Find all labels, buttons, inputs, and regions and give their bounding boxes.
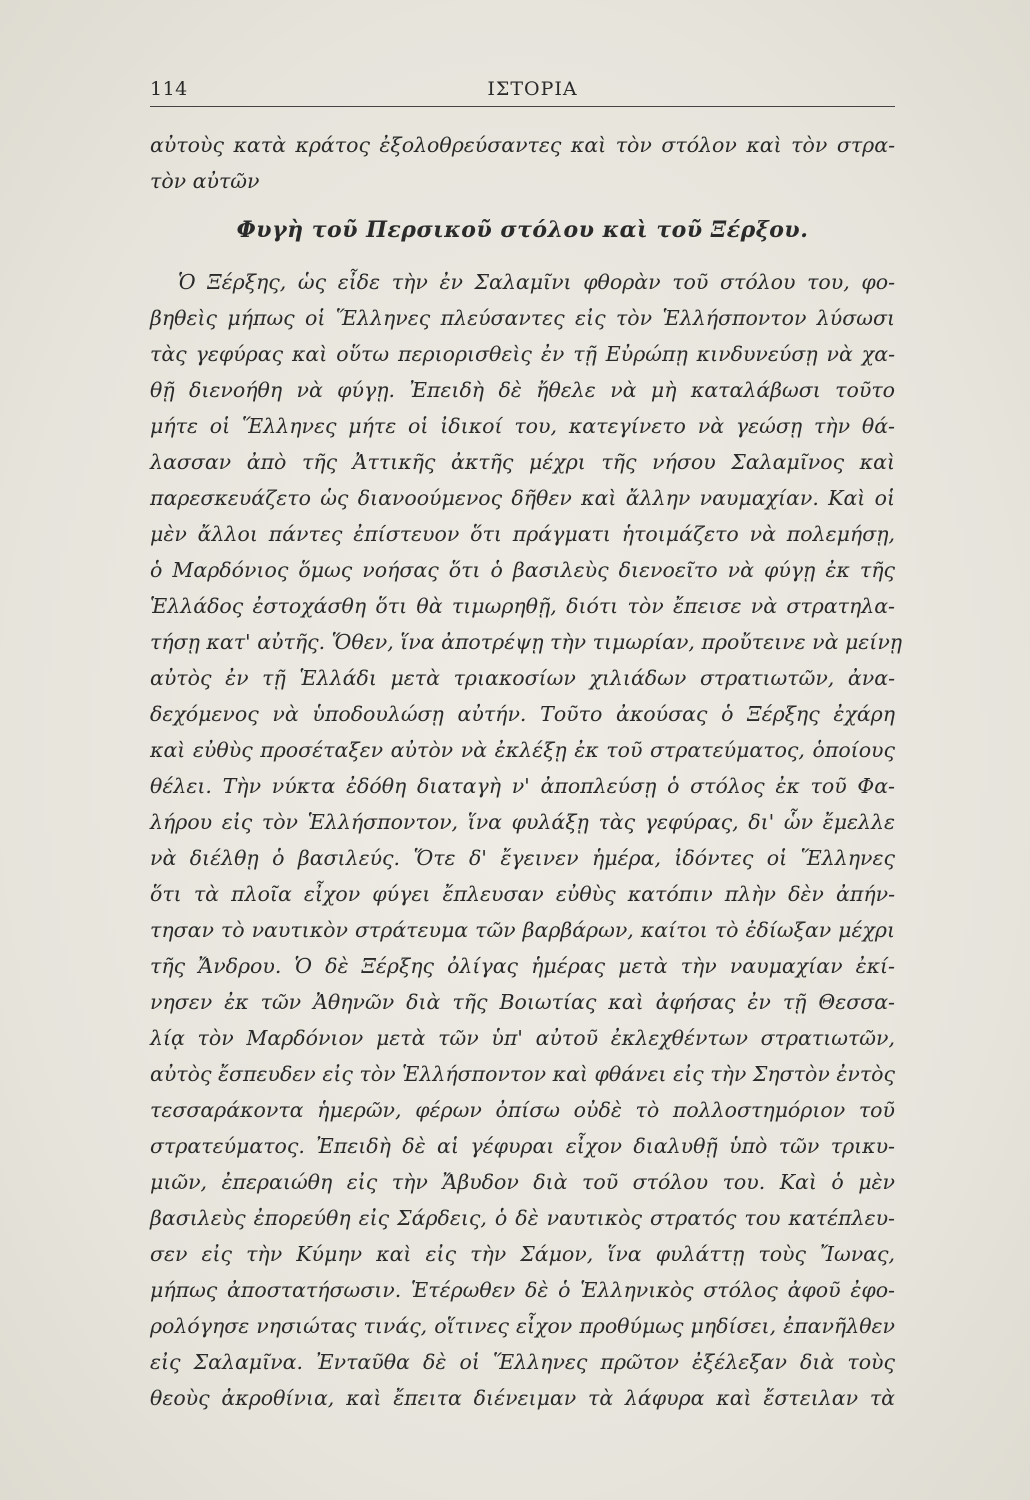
text-line: τὸν αὐτῶν <box>150 169 260 193</box>
text-line: Ὁ Ξέρξης, ὡς εἶδε τὴν ἐν Σαλαμῖνι φθορὰν τοῦ στόλου του, φο- <box>178 270 895 294</box>
text-line: καὶ εὐθὺς προσέταξεν αὐτὸν νὰ ἐκλέξῃ ἐκ τοῦ στρατεύματος, ὁποίους <box>150 738 895 762</box>
text-line: παρεσκευάζετο ὡς διανοούμενος δῆθεν καὶ ἄλλην ναυμαχίαν. Καὶ οἱ <box>150 486 895 510</box>
text-line: τησαν τὸ ναυτικὸν στράτευμα τῶν βαρβάρων, καίτοι τὸ ἐδίωξαν μέχρι <box>150 918 895 942</box>
text-line: στρατεύματος. Ἐπειδὴ δὲ αἱ γέφυραι εἶχον διαλυθῇ ὑπὸ τῶν τρικυ- <box>150 1134 895 1158</box>
text-line: τῆς Ἄνδρου. Ὁ δὲ Ξέρξης ὀλίγας ἡμέρας μετὰ τὴν ναυμαχίαν ἐκί- <box>150 954 895 978</box>
running-head: ΙΣΤΟΡΙΑ <box>487 78 578 100</box>
text-line: νησεν ἐκ τῶν Ἀθηνῶν διὰ τῆς Βοιωτίας καὶ ἀφήσας ἐν τῇ Θεσσα- <box>150 990 895 1014</box>
text-line: νὰ διέλθῃ ὁ βασιλεύς. Ὅτε δ' ἔγεινεν ἡμέρα, ἰδόντες οἱ Ἕλληνες <box>150 846 895 870</box>
text-line: θεοὺς ἀκροθίνια, καὶ ἔπειτα διένειμαν τὰ λάφυρα καὶ ἔστειλαν τὰ <box>150 1386 895 1410</box>
text-line: μήπως ἀποστατήσωσιν. Ἑτέρωθεν δὲ ὁ Ἑλληνικὸς στόλος ἀφοῦ ἐφο- <box>150 1278 895 1302</box>
page-header <box>150 76 895 107</box>
text-line: θῇ διενοήθη νὰ φύγῃ. Ἐπειδὴ δὲ ἤθελε νὰ μὴ καταλάβωσι τοῦτο <box>150 378 895 402</box>
text-line: αὐτὸς ἔσπευδεν εἰς τὸν Ἑλλήσποντον καὶ φθάνει εἰς τὴν Σηστὸν ἐντὸς <box>150 1062 895 1086</box>
text-line: τήσῃ κατ' αὐτῆς. Ὅθεν, ἵνα ἀποτρέψῃ τὴν τιμωρίαν, προὔτεινε νὰ μείνῃ <box>150 630 903 654</box>
text-line: δεχόμενος νὰ ὑποδουλώσῃ αὐτήν. Τοῦτο ἀκούσας ὁ Ξέρξης ἐχάρη <box>150 702 895 726</box>
text-line: εἰς Σαλαμῖνα. Ἐνταῦθα δὲ οἱ Ἕλληνες πρῶτον ἐξέλεξαν διὰ τοὺς <box>150 1350 895 1374</box>
text-line: Ἑλλάδος ἐστοχάσθη ὅτι θὰ τιμωρηθῇ, διότι τὸν ἔπεισε νὰ στρατηλα- <box>150 594 895 618</box>
section-heading: Φυγὴ τοῦ Περσικοῦ στόλου καὶ τοῦ Ξέρξου. <box>236 217 809 243</box>
text-line: βηθεὶς μήπως οἱ Ἕλληνες πλεύσαντες εἰς τὸν Ἑλλήσποντον λύσωσι <box>150 306 895 330</box>
text-line: λήρου εἰς τὸν Ἑλλήσποντον, ἵνα φυλάξῃ τὰς γεφύρας, δι' ὧν ἔμελλε <box>150 810 895 834</box>
text-line: ὅτι τὰ πλοῖα εἶχον φύγει ἔπλευσαν εὐθὺς κατόπιν πλὴν δὲν ἀπήν- <box>150 882 895 906</box>
text-line: θέλει. Τὴν νύκτα ἐδόθη διαταγὴ ν' ἀποπλεύσῃ ὁ στόλος ἐκ τοῦ Φα- <box>150 774 895 798</box>
text-line: τὰς γεφύρας καὶ οὕτω περιορισθεὶς ἐν τῇ Εὐρώπῃ κινδυνεύσῃ νὰ χα- <box>150 342 895 366</box>
text-line: ὁ Μαρδόνιος ὅμως νοήσας ὅτι ὁ βασιλεὺς διενοεῖτο νὰ φύγῃ ἐκ τῆς <box>150 558 895 582</box>
text-line: τεσσαράκοντα ἡμερῶν, φέρων ὀπίσω οὐδὲ τὸ πολλοστημόριον τοῦ <box>150 1098 895 1122</box>
text-line: ρολόγησε νησιώτας τινάς, οἵτινες εἶχον προθύμως μηδίσει, ἐπανῆλθεν <box>150 1314 895 1338</box>
text-line: μὲν ἄλλοι πάντες ἐπίστευον ὅτι πράγματι ἡτοιμάζετο νὰ πολεμήσῃ, <box>150 522 895 546</box>
text-line: λίᾳ τὸν Μαρδόνιον μετὰ τῶν ὑπ' αὐτοῦ ἐκλεχθέντων στρατιωτῶν, <box>150 1026 895 1050</box>
text-line: αὐτὸς ἐν τῇ Ἑλλάδι μετὰ τριακοσίων χιλιάδων στρατιωτῶν, ἀνα- <box>150 666 895 690</box>
text-line: μήτε οἱ Ἕλληνες μήτε οἱ ἰδικοί του, κατεγίνετο νὰ γεώσῃ τὴν θά- <box>150 414 895 438</box>
text-line: σεν εἰς τὴν Κύμην καὶ εἰς τὴν Σάμον, ἵνα φυλάττῃ τοὺς Ἴωνας, <box>150 1242 895 1266</box>
text-line: μιῶν, ἐπεραιώθη εἰς τὴν Ἄβυδον διὰ τοῦ στόλου του. Καὶ ὁ μὲν <box>150 1170 895 1194</box>
text-line: λασσαν ἀπὸ τῆς Ἀττικῆς ἀκτῆς μέχρι τῆς νήσου Σαλαμῖνος καὶ <box>150 450 895 474</box>
text-line: αὐτοὺς κατὰ κράτος ἐξολοθρεύσαντες καὶ τὸν στόλον καὶ τὸν στρα- <box>150 133 895 157</box>
text-line: βασιλεὺς ἐπορεύθη εἰς Σάρδεις, ὁ δὲ ναυτικὸς στρατός του κατέπλευ- <box>150 1206 895 1230</box>
page-number: 114 <box>150 78 188 100</box>
